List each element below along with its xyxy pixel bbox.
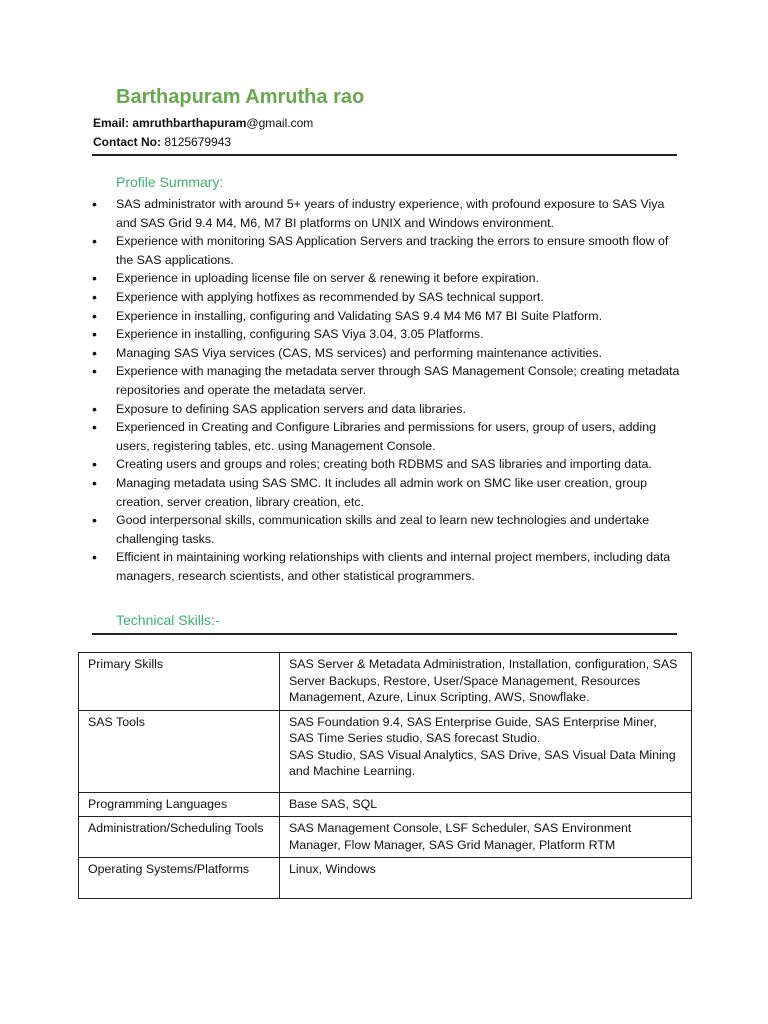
list-item: • Good interpersonal skills, communication skills and zeal to learn new technologies and undertake challenging tasks. (92, 511, 682, 548)
email-domain: @gmail.com (246, 116, 314, 130)
profile-summary-list (92, 195, 682, 585)
technical-skills-table (78, 652, 692, 899)
list-item: • Managing metadata using SAS SMC. It includes all admin work on SMC like user creation, group creation, server creation, library creation, etc. (92, 474, 682, 511)
header-divider (92, 154, 677, 156)
technical-skills-heading: Technical Skills:- (116, 612, 220, 628)
skill-value: SAS Foundation 9.4, SAS Enterprise Guide, SAS Enterprise Miner, SAS Time Series studio, SAS forecast Studio. (289, 714, 657, 745)
table-row (79, 858, 692, 899)
profile-summary-heading: Profile Summary: (116, 174, 224, 190)
table-row (79, 653, 692, 711)
list-item: • Efficient in maintaining working relationships with clients and internal project members, including data managers, research scientists, and other statistical programmers. (92, 548, 682, 585)
list-item: • Experience with applying hotfixes as recommended by SAS technical support. (92, 288, 682, 307)
skill-category: Programming Languages (79, 792, 280, 817)
email-label: Email: (93, 116, 130, 130)
list-item: • Creating users and groups and roles; creating both RDBMS and SAS libraries and importing data. (92, 455, 682, 474)
skill-category: Operating Systems/Platforms (79, 858, 280, 899)
list-item: • Managing SAS Viya services (CAS, MS services) and performing maintenance activities. (92, 344, 682, 363)
list-item: • Experience with monitoring SAS Application Servers and tracking the errors to ensure smooth flow of the SAS applications. (92, 232, 682, 269)
email-line (93, 115, 313, 131)
table-row (79, 792, 692, 817)
skill-value-continued: SAS Studio, SAS Visual Analytics, SAS Drive, SAS Visual Data Mining and Machine Learning. (289, 747, 676, 778)
table-row (79, 710, 692, 792)
skill-value: Base SAS, SQL (280, 792, 692, 817)
list-item: • Experience in installing, configuring SAS Viya 3.04, 3.05 Platforms. (92, 325, 682, 344)
list-item: • Experienced in Creating and Configure Libraries and permissions for users, group of users, adding users, registering tables, etc. using Management Console. (92, 418, 682, 455)
list-item: • SAS administrator with around 5+ years of industry experience, with profound exposure to SAS Viya and SAS Grid 9.4 M4, M6, M7 BI platforms on UNIX and Windows environment. (92, 195, 682, 232)
table-row (79, 817, 692, 858)
contact-line (93, 134, 231, 150)
skill-category: SAS Tools (79, 710, 280, 792)
skills-divider (92, 633, 677, 635)
skill-value: SAS Server & Metadata Administration, Installation, configuration, SAS Server Backups, Restore, User/Space Management, Resources Management, Azure, Linux Scripting, AWS, Snowflake. (280, 653, 692, 711)
list-item: • Experience in installing, configuring and Validating SAS 9.4 M4 M6 M7 BI Suite Platform. (92, 307, 682, 326)
list-item: • Experience in uploading license file on server & renewing it before expiration. (92, 269, 682, 288)
skill-value: Linux, Windows (280, 858, 692, 899)
skill-category: Administration/Scheduling Tools (79, 817, 280, 858)
contact-label: Contact No: (93, 135, 161, 149)
email-user: amruthbarthapuram (132, 116, 247, 130)
skill-value: SAS Management Console, LSF Scheduler, SAS Environment Manager, Flow Manager, SAS Grid Manager, Platform RTM (280, 817, 692, 858)
list-item: • Experience with managing the metadata server through SAS Management Console; creating metadata repositories and operate the metadata server. (92, 362, 682, 399)
contact-number: 8125679943 (164, 135, 232, 149)
list-item: • Exposure to defining SAS application servers and data libraries. (92, 400, 682, 419)
skill-category: Primary Skills (79, 653, 280, 711)
skill-value-cell (280, 710, 692, 792)
candidate-name: Barthapuram Amrutha rao (116, 86, 365, 108)
